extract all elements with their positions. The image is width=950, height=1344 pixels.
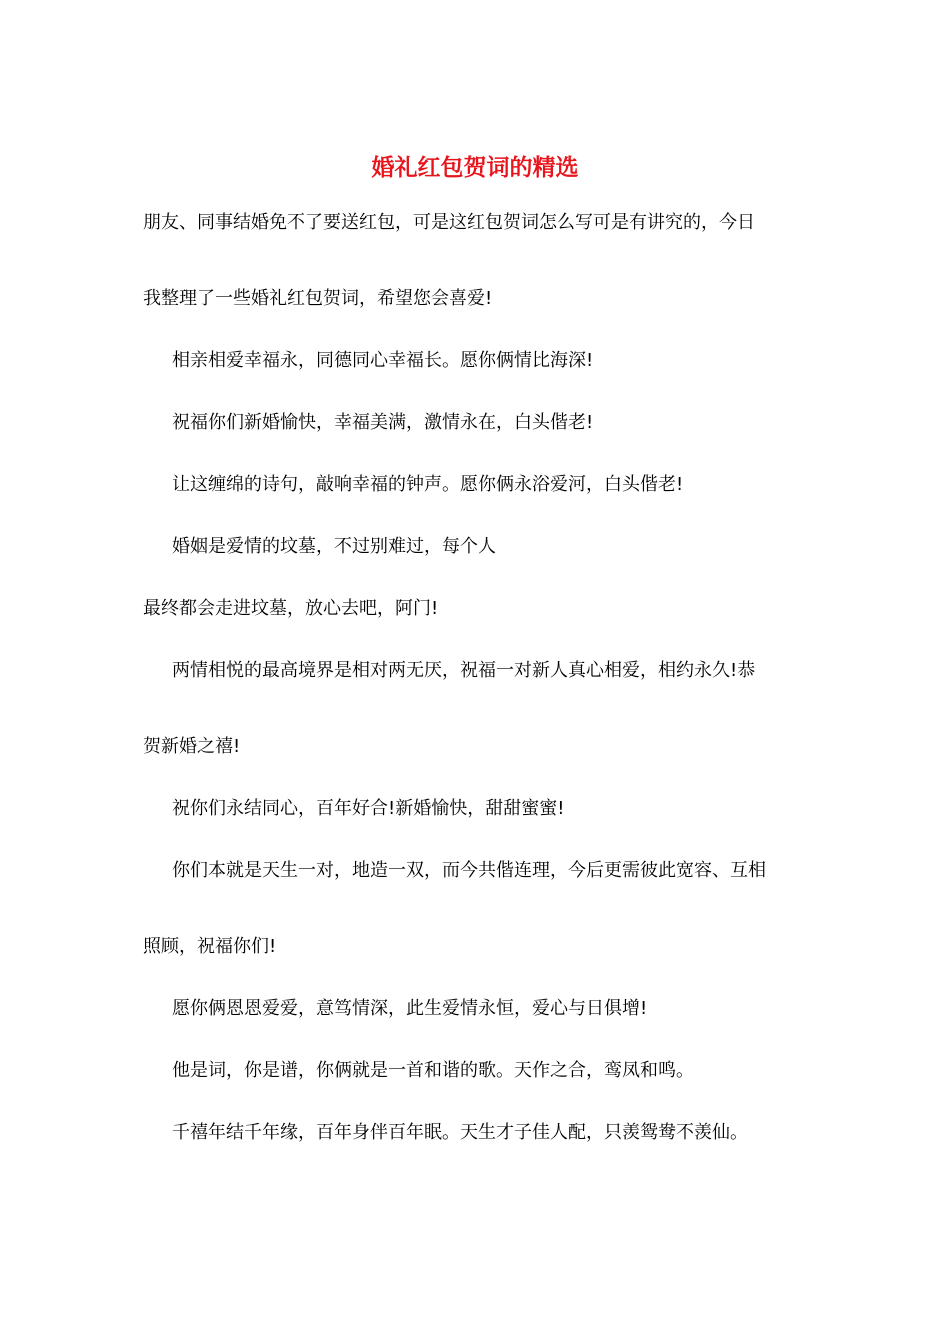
paragraph-line: 相亲相爱幸福永，同德同心幸福长。愿你俩情比海深! xyxy=(172,350,594,371)
paragraph-line: 婚姻是爱情的坟墓，不过别难过，每个人 xyxy=(172,536,496,557)
paragraph-line: 朋友、同事结婚免不了要送红包，可是这红包贺词怎么写可是有讲究的，今日 xyxy=(143,212,755,233)
paragraph-line: 他是词，你是谱，你俩就是一首和谐的歌。天作之合，鸾凤和鸣。 xyxy=(172,1060,694,1081)
paragraph-line: 我整理了一些婚礼红包贺词，希望您会喜爱! xyxy=(143,288,493,309)
paragraph-line: 贺新婚之禧! xyxy=(143,736,241,757)
page-title: 婚礼红包贺词的精选 xyxy=(371,154,579,181)
paragraph-line: 祝你们永结同心，百年好合!新婚愉快，甜甜蜜蜜! xyxy=(172,798,565,819)
paragraph-line: 最终都会走进坟墓，放心去吧，阿门! xyxy=(143,598,439,619)
paragraph-line: 愿你俩恩恩爱爱，意笃情深，此生爱情永恒，爱心与日俱增! xyxy=(172,998,648,1019)
paragraph-line: 你们本就是天生一对，地造一双，而今共偕连理，今后更需彼此宽容、互相 xyxy=(172,860,766,881)
paragraph-line: 千禧年结千年缘，百年身伴百年眠。天生才子佳人配，只羡鸳鸯不羡仙。 xyxy=(172,1122,748,1143)
paragraph-line: 照顾，祝福你们! xyxy=(143,936,277,957)
paragraph-line: 祝福你们新婚愉快，幸福美满，激情永在，白头偕老! xyxy=(172,412,594,433)
paragraph-line: 让这缠绵的诗句，敲响幸福的钟声。愿你俩永浴爱河，白头偕老! xyxy=(172,474,684,495)
paragraph-line: 两情相悦的最高境界是相对两无厌，祝福一对新人真心相爱，相约永久!恭 xyxy=(172,660,756,681)
